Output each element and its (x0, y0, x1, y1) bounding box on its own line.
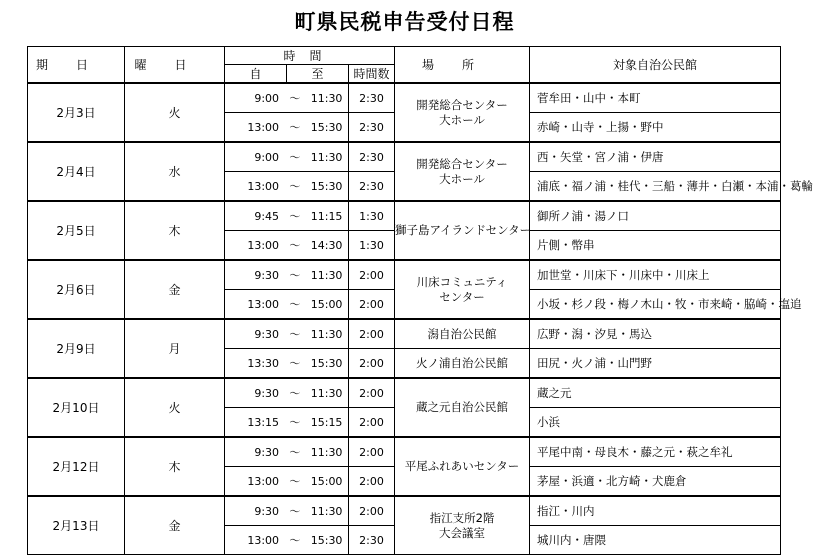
table-row (28, 496, 781, 526)
time-range (225, 437, 349, 467)
venue (395, 437, 530, 496)
target-community-halls: 浦底・福ノ浦・桂代・三船・薄井・白瀬・本浦・葛輪 (530, 172, 781, 202)
tilde-separator: ～ (289, 121, 301, 134)
venue-line: 大ホール (439, 112, 485, 127)
time-range (225, 290, 349, 320)
venue (395, 83, 530, 142)
target-community-halls: 蔵之元 (530, 378, 781, 408)
venue-line: 川床コミュニティ (416, 274, 508, 289)
duration: 2:00 (349, 408, 395, 438)
start-time: 13:00 (247, 533, 280, 547)
end-time: 11:30 (310, 268, 343, 282)
tilde-separator: ～ (289, 505, 301, 518)
day-of-week: 火 (125, 83, 225, 142)
end-time: 11:15 (310, 209, 343, 223)
header-from: 自 (225, 65, 287, 82)
tilde-separator: ～ (289, 534, 301, 547)
table-row (28, 437, 781, 467)
duration: 2:30 (349, 113, 395, 143)
tilde-separator: ～ (289, 92, 301, 105)
end-time: 15:00 (310, 297, 343, 311)
day-of-week: 金 (125, 496, 225, 555)
table-row (28, 319, 781, 349)
venue-line: 蔵之元自治公民館 (416, 400, 509, 414)
header-to: 至 (311, 67, 324, 81)
target-community-halls: 加世堂・川床下・川床中・川床上 (530, 260, 781, 290)
target-community-halls: 菅牟田・山中・本町 (530, 83, 781, 113)
start-time: 9:30 (254, 504, 280, 518)
day-date: 2月5日 (28, 201, 125, 260)
time-range (225, 142, 349, 172)
venue-line: 開発総合センター (416, 97, 508, 112)
venue-line: 大ホール (439, 171, 485, 186)
venue: 潟自治公民館 (395, 319, 530, 349)
day-date: 2月6日 (28, 260, 125, 319)
table-row (28, 142, 781, 172)
header-dow: 曜日 (125, 47, 225, 84)
day-of-week: 金 (125, 260, 225, 319)
target-community-halls: 指江・川内 (530, 496, 781, 526)
header-place: 場所 (395, 47, 530, 84)
target-community-halls: 城川内・唐隈 (530, 526, 781, 555)
start-time: 9:00 (254, 91, 280, 105)
tilde-separator: ～ (289, 298, 301, 311)
duration: 2:00 (349, 290, 395, 320)
day-of-week: 月 (125, 319, 225, 378)
time-range (225, 526, 349, 555)
duration: 2:00 (349, 378, 395, 408)
tilde-separator: ～ (289, 387, 301, 400)
tilde-separator: ～ (289, 357, 301, 370)
day-date: 2月12日 (28, 437, 125, 496)
day-of-week: 木 (125, 201, 225, 260)
table-row (28, 260, 781, 290)
header-date: 期日 (28, 47, 125, 84)
tilde-separator: ～ (289, 416, 301, 429)
venue-line: センター (439, 289, 485, 304)
start-time: 13:00 (247, 297, 280, 311)
tilde-separator: ～ (289, 210, 301, 223)
duration: 2:00 (349, 467, 395, 497)
table-body (28, 83, 813, 555)
duration: 2:00 (349, 319, 395, 349)
table-row (28, 201, 781, 231)
target-community-halls: 小坂・杉ノ段・梅ノ木山・牧・市来崎・脇崎・塩追 (530, 290, 781, 320)
header-from-to (225, 65, 349, 84)
header-time: 時間 (225, 47, 395, 65)
duration: 2:00 (349, 496, 395, 526)
start-time: 13:00 (247, 120, 280, 134)
time-range (225, 496, 349, 526)
day-of-week: 水 (125, 142, 225, 201)
time-range (225, 172, 349, 202)
target-community-halls: 茅屋・浜適・北方崎・犬鹿倉 (530, 467, 781, 497)
time-range (225, 378, 349, 408)
time-range (225, 319, 349, 349)
table-row (28, 378, 781, 408)
start-time: 13:00 (247, 179, 280, 193)
tilde-separator: ～ (289, 475, 301, 488)
day-date: 2月4日 (28, 142, 125, 201)
target-community-halls: 平尾中南・母良木・藤之元・萩之牟礼 (530, 437, 781, 467)
time-range (225, 467, 349, 497)
venue-line: 平尾ふれあいセンター (404, 459, 520, 473)
tilde-separator: ～ (289, 151, 301, 164)
venue-line: 獅子島アイランドセンター (395, 223, 532, 237)
start-time: 13:00 (247, 238, 280, 252)
venue (395, 260, 530, 319)
header-hours: 時間数 (349, 65, 395, 84)
end-time: 11:30 (310, 91, 343, 105)
time-range (225, 231, 349, 261)
tilde-separator: ～ (289, 328, 301, 341)
end-time: 11:30 (310, 327, 343, 341)
duration: 1:30 (349, 201, 395, 231)
time-range (225, 349, 349, 379)
end-time: 15:30 (310, 179, 343, 193)
tilde-separator: ～ (289, 446, 301, 459)
duration: 2:00 (349, 260, 395, 290)
time-range (225, 201, 349, 231)
venue-line: 大会議室 (439, 525, 486, 540)
venue (395, 496, 530, 555)
end-time: 11:30 (310, 150, 343, 164)
end-time: 11:30 (310, 504, 343, 518)
day-of-week: 火 (125, 378, 225, 437)
venue (395, 201, 530, 260)
duration: 1:30 (349, 231, 395, 261)
end-time: 15:30 (310, 120, 343, 134)
start-time: 9:45 (254, 209, 280, 223)
start-time: 9:30 (254, 268, 280, 282)
end-time: 15:30 (310, 356, 343, 370)
time-range (225, 408, 349, 438)
start-time: 9:00 (254, 150, 280, 164)
day-date: 2月9日 (28, 319, 125, 378)
duration: 2:30 (349, 172, 395, 202)
venue-line: 開発総合センター (416, 156, 508, 171)
header-target: 対象自治公民館 (530, 47, 781, 84)
day-of-week: 木 (125, 437, 225, 496)
target-community-halls: 御所ノ浦・湯ノ口 (530, 201, 781, 231)
target-community-halls: 西・矢堂・宮ノ浦・伊唐 (530, 142, 781, 172)
time-range (225, 113, 349, 143)
start-time: 13:30 (247, 356, 280, 370)
tilde-separator: ～ (289, 180, 301, 193)
table-row (28, 83, 781, 113)
target-community-halls: 小浜 (530, 408, 781, 438)
end-time: 15:30 (310, 533, 343, 547)
venue: 火ノ浦自治公民館 (395, 349, 530, 379)
venue (395, 142, 530, 201)
duration: 2:30 (349, 142, 395, 172)
target-community-halls: 赤崎・山寺・上揚・野中 (530, 113, 781, 143)
end-time: 11:30 (310, 386, 343, 400)
day-date: 2月10日 (28, 378, 125, 437)
table-header (28, 47, 781, 84)
end-time: 11:30 (310, 445, 343, 459)
start-time: 9:30 (254, 445, 280, 459)
duration: 2:00 (349, 437, 395, 467)
tilde-separator: ～ (289, 269, 301, 282)
target-community-halls: 片側・幣串 (530, 231, 781, 261)
start-time: 9:30 (254, 327, 280, 341)
tilde-separator: ～ (289, 239, 301, 252)
day-date: 2月3日 (28, 83, 125, 142)
start-time: 13:00 (247, 474, 280, 488)
venue (395, 378, 530, 437)
duration: 2:00 (349, 349, 395, 379)
target-community-halls: 広野・潟・汐見・馬込 (530, 319, 781, 349)
day-date: 2月13日 (28, 496, 125, 555)
start-time: 9:30 (254, 386, 280, 400)
start-time: 13:15 (247, 415, 280, 429)
end-time: 15:15 (310, 415, 343, 429)
schedule-table (27, 46, 813, 555)
time-range (225, 83, 349, 113)
end-time: 14:30 (310, 238, 343, 252)
time-range (225, 260, 349, 290)
page-title: 町県民税申告受付日程 (294, 10, 515, 34)
duration: 2:30 (349, 526, 395, 555)
target-community-halls: 田尻・火ノ浦・山門野 (530, 349, 781, 379)
venue-line: 指江支所2階 (429, 510, 495, 525)
end-time: 15:00 (310, 474, 343, 488)
duration: 2:30 (349, 83, 395, 113)
